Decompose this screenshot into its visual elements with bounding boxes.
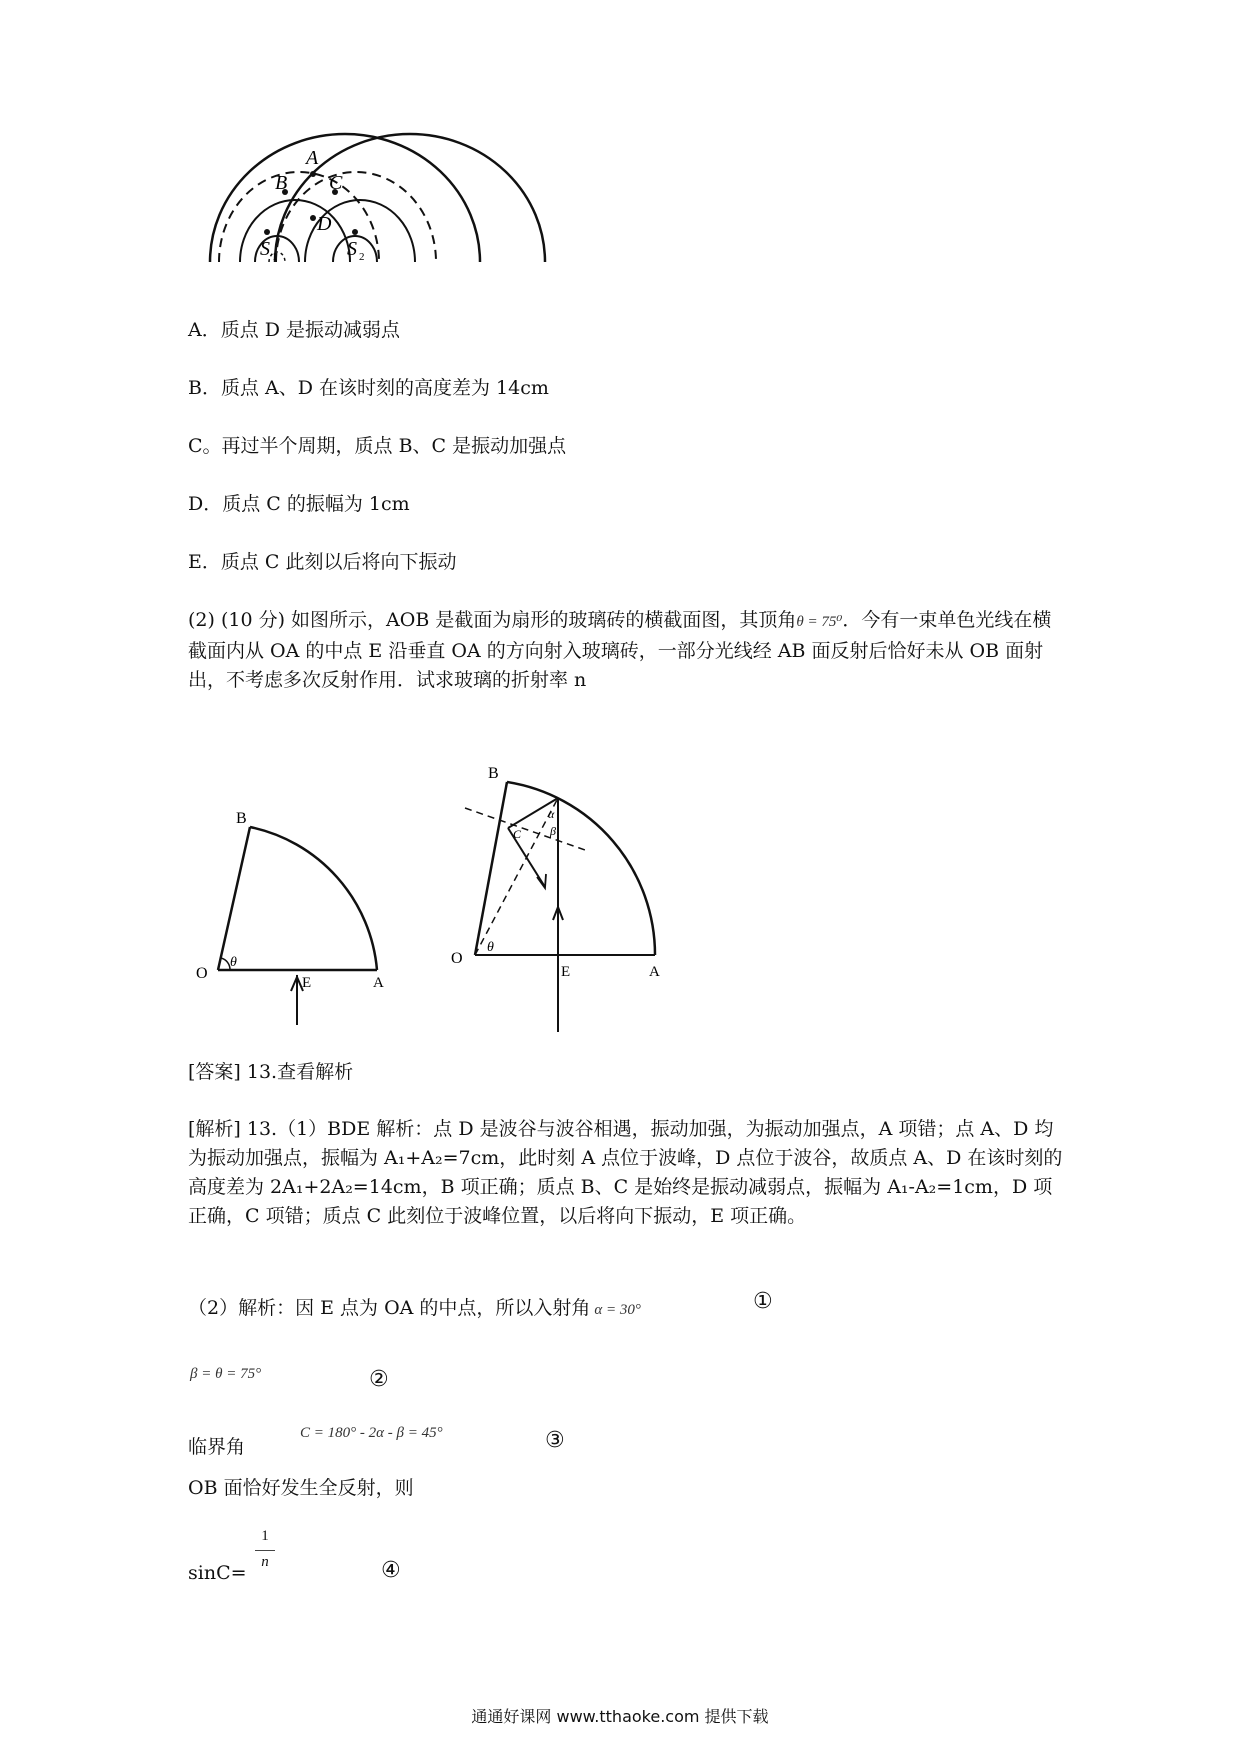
sector1-label-o: O [196,965,208,982]
option-c: C。再过半个周期，质点 B、C 是振动加强点 [188,435,567,457]
label-d: D [317,213,332,235]
sector2-label-e: E [561,964,571,980]
option-b: B．质点 A、D 在该时刻的高度差为 14cm [188,377,549,399]
label-s1: S [260,238,270,260]
question-2-text-before: (2) (10 分) 如图所示，AOB 是截面为扇形的玻璃砖的横截面图，其顶角 [188,609,797,631]
sector2-label-alpha: α [548,807,555,821]
label-s2: S [347,238,357,260]
equation-mark-1: ① [753,1289,773,1314]
equation-mark-3: ③ [545,1428,565,1453]
analysis-part-1: [解析] 13.（1）BDE 解析：点 D 是波谷与波谷相遇，振动加强，为振动加强点，A 项错；点 A、D 均为振动加强点，振幅为 A₁+A₂=7cm，此时刻 A 点位于波峰，D 点位于波谷，故质点 A、D 在该时刻的高度差为 2A₁+2A₂=14cm，B 项正确；质点 B、C 是始终是振动减弱点，振幅为 A₁-A₂=1cm，D 项正确，C 项错；质点 C 此刻位于波峰位置，以后将向下振动，E 项正确。 [188,1118,1063,1227]
solid-wave-arc-left [210,134,480,262]
question-2 [188,606,1068,695]
option-d: D．质点 C 的振幅为 1cm [188,493,410,515]
sector2-label-o: O [451,950,463,967]
analysis-part-2-line [188,1293,641,1320]
point-s1 [264,229,270,235]
label-b: B [275,172,288,194]
label-c: C [329,172,343,194]
fraction-bar [255,1550,275,1551]
sector2-ob [475,782,507,955]
critical-angle-label: 临界角 [188,1436,246,1458]
page-footer: 通通好课网 www.tthaoke.com 提供下载 [471,1707,769,1726]
sector2-label-c: C [513,827,522,841]
sector1-ob [218,827,250,970]
label-a: A [306,147,319,169]
sector2-label-beta: β [550,824,556,838]
sector1-label-a: A [373,975,384,991]
sector1-angle-arc [221,958,230,970]
sector2-normal-ob [465,808,585,850]
sector2-label-b: B [488,765,499,782]
sector2-arc-ab [507,782,655,955]
sinc-fraction [255,1528,275,1571]
beta-formula: β = θ = 75° [190,1366,262,1382]
sector-figure-1 [190,795,420,1035]
sector1-label-theta: θ [230,955,237,970]
wave-interference-figure [205,147,495,300]
equation-mark-4: ④ [381,1558,401,1583]
sinc-label: sinC= [188,1562,247,1584]
equation-mark-2: ② [369,1367,389,1392]
point-d [310,215,316,221]
option-a: A．质点 D 是振动减弱点 [188,319,401,341]
analysis-part-2-intro: （2）解析：因 E 点为 OA 的中点，所以入射角 [188,1297,591,1319]
label-s1-sub: 1 [272,251,278,263]
question-2-text-after: ．今有一束单色光线在横截面内从 OA 的中点 E 沿垂直 OA 的方向射入玻璃砖，一部分光线经 AB 面反射后恰好未从 OB 面射出，不考虑多次反射作用．试求玻璃的折射率 n [188,609,1052,691]
point-s2 [352,229,358,235]
fraction-denominator: n [261,1554,269,1570]
answer: [答案] 13.查看解析 [188,1061,354,1083]
critical-formula: C = 180° - 2α - β = 45° [300,1425,443,1441]
option-e: E．质点 C 此刻以后将向下振动 [188,551,457,573]
theta-formula: θ = 75⁰ [796,614,843,630]
sector-figure-2 [445,760,675,1035]
sector1-arc-ab [250,827,377,970]
point-a [310,171,316,177]
total-reflection-text: OB 面恰好发生全反射，则 [188,1477,414,1499]
sector2-label-theta: θ [487,940,494,955]
label-s2-sub: 2 [359,251,365,263]
alpha-formula: α = 30° [594,1302,641,1318]
sector1-label-e: E [302,975,312,991]
sector2-label-a: A [649,964,660,980]
fraction-numerator: 1 [261,1528,269,1544]
sector1-label-b: B [236,810,247,827]
